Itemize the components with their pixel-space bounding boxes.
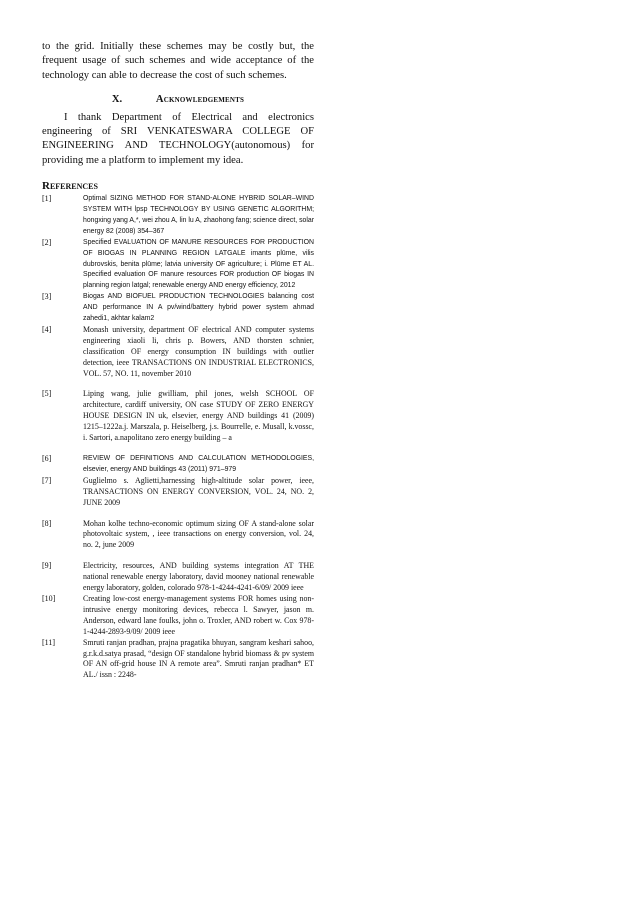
intro-paragraph: to the grid. Initially these schemes may be costly but, the frequent usage of such schemes and wide acceptance of the technology can able to decrease the cost of such schemes. bbox=[42, 41, 314, 81]
reference-number: [5] bbox=[42, 389, 52, 399]
reference-text: Creating low-cost energy-management systems FOR homes using non-intrusive energy monitoring devices, rebecca l. Sawyer, jason m. Anderson, edward lane foulks, john o. Troxler, AND robert w. Cox 978-1-4244-2893-9/09/ 2009 ieee bbox=[83, 593, 314, 636]
reference-text: Smruti ranjan pradhan, prajna pragatika bhuyan, sangram keshari sahoo, g.r.k.d.satya prasad, “design OF standalone hybrid biomass & pv system OF AN off-grid house IN A remote area”. Smruti ranjan pradhan* ET AL./ issn : 2248- bbox=[83, 637, 314, 680]
reference-number: [9] bbox=[42, 561, 52, 571]
reference-item bbox=[42, 561, 314, 594]
paper-column bbox=[42, 40, 314, 681]
reference-number: [6] bbox=[42, 454, 52, 464]
reference-number: [2] bbox=[42, 237, 52, 247]
reference-text: Optimal SIZING METHOD FOR STAND-ALONE HYBRID SOLAR–WIND SYSTEM WITH lpsp TECHNOLOGY BY USING GENETIC ALGORITHM; hongxing yang A,*, wei zhou A, lin lu A, zhaohong fang; science direct, solar energy 82 (2008) 354–367 bbox=[83, 195, 314, 235]
reference-item bbox=[42, 194, 314, 238]
reference-text: Specified EVALUATION OF MANURE RESOURCES FOR PRODUCTION OF BIOGAS IN PLANNING REGION LATGALE imants plūme, vilis dubrovskis, benita plūme; latvia university OF agriculture; i. Plūme ET AL. Specified evaluation OF manure resources FOR production OF biogas IN planning region latgal; renewable energy AND energy efficiency, 2012 bbox=[83, 238, 314, 290]
reference-item bbox=[42, 594, 314, 638]
reference-text: Biogas AND BIOFUEL PRODUCTION TECHNOLOGIES balancing cost AND performance IN A pv/wind/battery hybrid power system ahmad zahedi1, akhtar kalam2 bbox=[83, 293, 314, 323]
references-heading: References bbox=[42, 180, 98, 193]
reference-number: [7] bbox=[42, 475, 52, 485]
reference-item bbox=[42, 389, 314, 444]
section-title: Acknowledgements bbox=[155, 93, 245, 105]
reference-number: [11] bbox=[42, 637, 56, 647]
reference-item bbox=[42, 638, 314, 682]
reference-item bbox=[42, 325, 314, 380]
reference-number: [1] bbox=[42, 194, 52, 204]
reference-item bbox=[42, 292, 314, 325]
reference-text: Mohan kolhe techno-economic optimum sizing OF A stand-alone solar photovoltaic system, , ieee transactions on energy conversion, vol. 24, no. 2, june 2009 bbox=[83, 518, 314, 550]
reference-text: Liping wang, julie gwilliam, phil jones, welsh SCHOOL OF architecture, cardiff university, ON case STUDY OF ZERO ENERGY HOUSE DESIGN IN uk, elsevier, energy AND buildings 41 (2009) 1215–1222a.j. Marszala, p. Heiselberg, j.s. Bourrelle, e. Musall, k.vossc, i. Sartori, a.napolitano zero energy building – a bbox=[83, 389, 314, 443]
reference-number: [3] bbox=[42, 292, 52, 302]
section-number: X. bbox=[111, 93, 123, 105]
reference-item bbox=[42, 238, 314, 293]
reference-text: Monash university, department OF electrical AND computer systems engineering xiaoli li, chris p. Bowers, AND thorsten schnier, classification OF energy consumption IN buildings with outlier detection, ieee TRANSACTIONS ON INDUSTRIAL ELECTRONICS, VOL. 57, NO. 11, november 2010 bbox=[83, 324, 314, 378]
reference-item bbox=[42, 454, 314, 476]
reference-number: [8] bbox=[42, 518, 52, 528]
reference-text: Electricity, resources, AND building systems integration AT THE national renewable energy laboratory, david mooney national renewable energy laboratory, golden, colorado 978-1-4244-4241-6/09/ 2009 ieee bbox=[83, 561, 314, 593]
reference-number: [4] bbox=[42, 324, 52, 334]
acknowledgement-paragraph: I thank Department of Electrical and electronics engineering of SRI VENKATESWARA COLLEGE OF ENGINEERING AND TECHNOLOGY(autonomous) for providing me a platform to implement my idea. bbox=[42, 111, 314, 166]
section-heading bbox=[42, 93, 314, 107]
reference-item bbox=[42, 519, 314, 552]
reference-text: REVIEW OF DEFINITIONS AND CALCULATION METHODOLOGIES, elsevier, energy AND buildings 43 (2011) 971–979 bbox=[83, 455, 314, 473]
reference-item bbox=[42, 476, 314, 509]
reference-text: Guglielmo s. Aglietti,harnessing high-altitude solar power, ieee, TRANSACTIONS ON ENERGY CONVERSION, VOL. 24, NO. 2, JUNE 2009 bbox=[83, 475, 314, 507]
references-list bbox=[42, 194, 314, 681]
reference-number: [10] bbox=[42, 593, 56, 603]
